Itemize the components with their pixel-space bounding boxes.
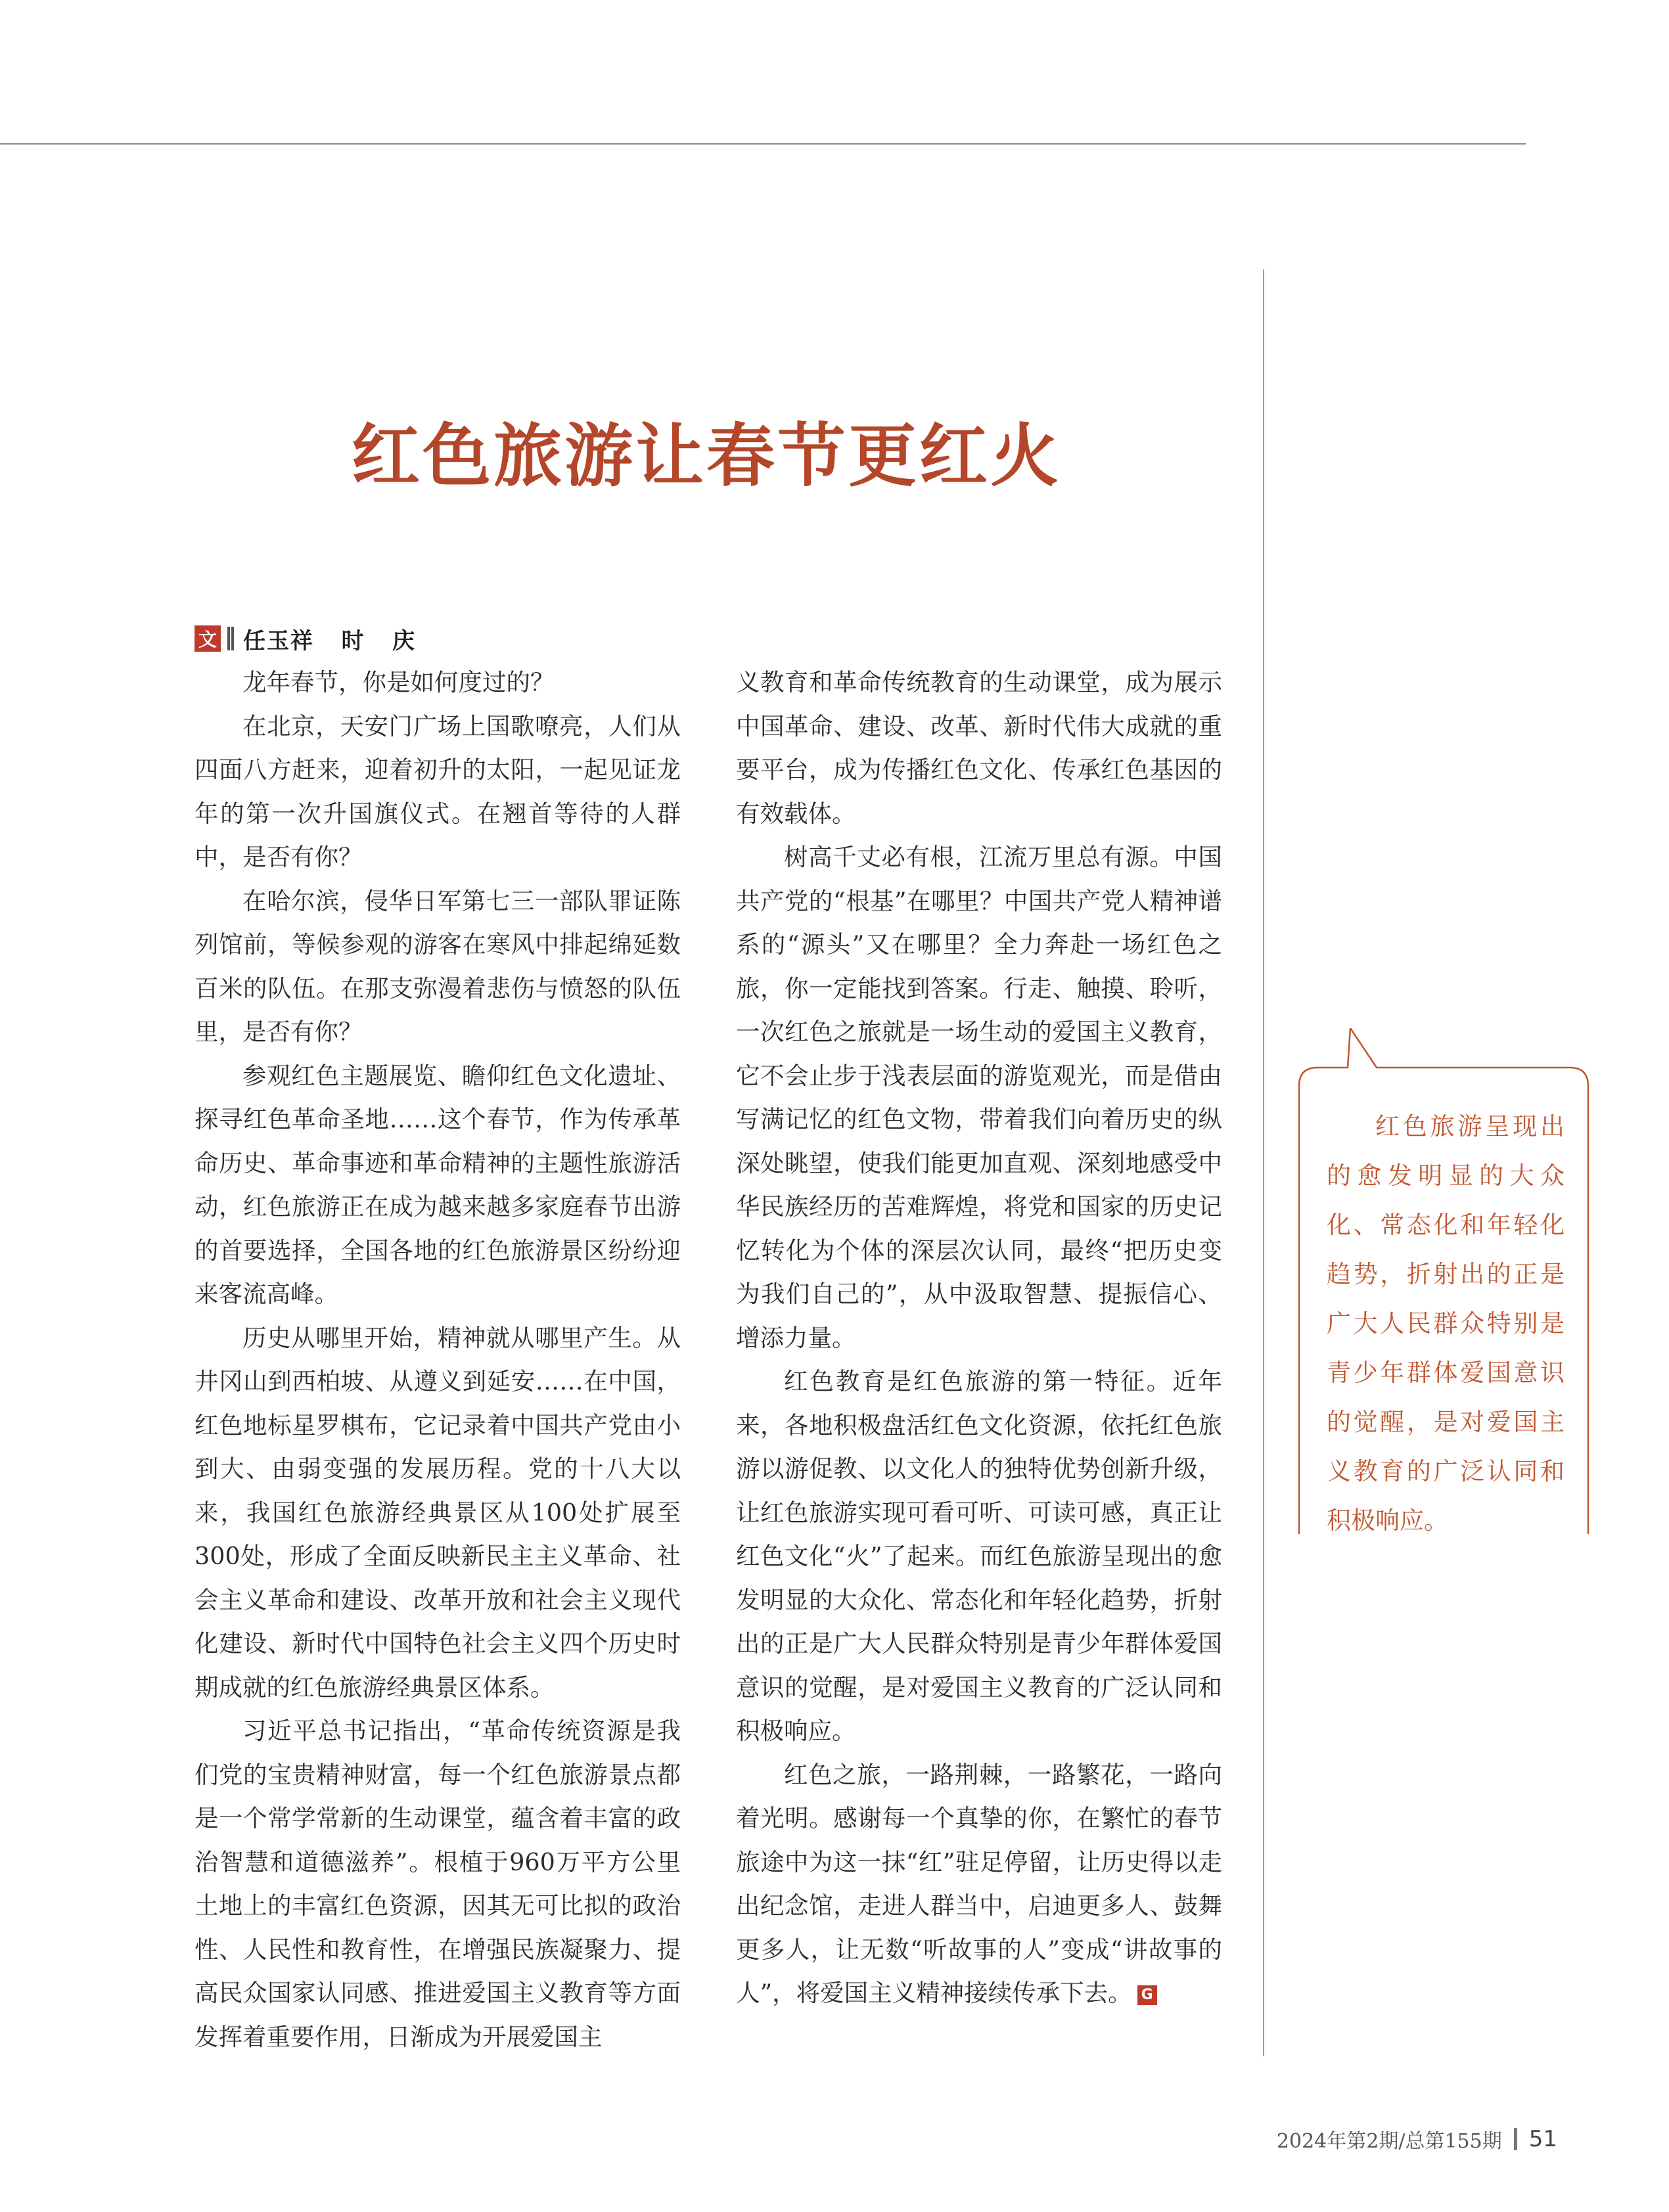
- top-divider: [0, 143, 1526, 145]
- pull-quote-text: 红色旅游呈现出的愈发明显的大众化、常态化和年轻化趋势，折射出的正是广大人民群众特别是青少年群体爱国意识的觉醒，是对爱国主义教育的广泛认同和积极响应。: [1327, 1112, 1565, 1535]
- byline-authors: 任玉祥 时 庆: [243, 627, 417, 654]
- byline-mark: 文: [194, 625, 221, 652]
- paragraph-text: 红色之旅，一路荆棘，一路繁花，一路向着光明。感谢每一个真挚的你，在繁忙的春节旅途中为这一抹“红”驻足停留，让历史得以走出纪念馆，走进人群当中，启迪更多人、鼓舞更多人，让无数“听故事的人”变成“讲故事的人”，将爱国主义精神接续传承下去。: [736, 1760, 1222, 2007]
- paragraph: 红色教育是红色旅游的第一特征。近年来，各地积极盘活红色文化资源，依托红色旅游以游促教、以文化人的独特优势创新升级，让红色旅游实现可看可听、可读可感，真正让红色文化“火”了起来。而红色旅游呈现出的愈发明显的大众化、常态化和年轻化趋势，折射出的正是广大人民群众特别是青少年群体爱国意识的觉醒，是对爱国主义教育的广泛认同和积极响应。: [736, 1367, 1222, 1745]
- paragraph: 参观红色主题展览、瞻仰红色文化遗址、探寻红色革命圣地……这个春节，作为传承革命历史、革命事迹和革命精神的主题性旅游活动，红色旅游正在成为越来越多家庭春节出游的首要选择，全国各地的红色旅游景区纷纷迎来客流高峰。: [194, 1061, 681, 1308]
- column-divider: [1263, 269, 1264, 2056]
- paragraph: 习近平总书记指出，“革命传统资源是我们党的宝贵精神财富，每一个红色旅游景点都是一个常学常新的生动课堂，蕴含着丰富的政治智慧和道德滋养”。根植于960万平方公里土地上的丰富红色资源，因其无可比拟的政治性、人民性和教育性，在增强民族凝聚力、提高民众国家认同感、推进爱国主义教育等方面发挥着重要作用，日渐成为开展爱国主: [194, 1717, 681, 2051]
- paragraph-continued: 义教育和革命传统教育的生动课堂，成为展示中国革命、建设、改革、新时代伟大成就的重要平台，成为传播红色文化、传承红色基因的有效载体。: [736, 668, 1222, 828]
- footer-divider: [1514, 2128, 1517, 2150]
- byline: [194, 624, 416, 653]
- paragraph: 在哈尔滨，侵华日军第七三一部队罪证陈列馆前，等候参观的游客在寒风中排起绵延数百米的队伍。在那支弥漫着悲伤与愤怒的队伍里，是否有你？: [194, 886, 681, 1046]
- page-footer: [1277, 2126, 1557, 2152]
- paragraph-final: [736, 1753, 1222, 2016]
- issue-info: 2024年第2期/总第155期: [1276, 2130, 1502, 2153]
- right-column: [736, 661, 1222, 2016]
- byline-divider: [227, 627, 230, 650]
- pull-quote: [1298, 1028, 1589, 1534]
- left-column: [194, 661, 681, 2059]
- paragraph: 龙年春节，你是如何度过的？: [242, 668, 555, 696]
- article-title: 红色旅游让春节更红火: [351, 416, 1061, 496]
- paragraph: 历史从哪里开始，精神就从哪里产生。从井冈山到西柏坡、从遵义到延安……在中国，红色地标星罗棋布，它记录着中国共产党由小到大、由弱变强的发展历程。党的十八大以来，我国红色旅游经典景区从100处扩展至300处，形成了全面反映新民主主义革命、社会主义革命和建设、改革开放和社会主义现代化建设、新时代中国特色社会主义四个历史时期成就的红色旅游经典景区体系。: [194, 1323, 681, 1702]
- byline-divider: [231, 627, 234, 650]
- end-mark-icon: G: [1137, 1985, 1157, 2005]
- paragraph: 树高千丈必有根，江流万里总有源。中国共产党的“根基”在哪里？中国共产党人精神谱系的“源头”又在哪里？全力奔赴一场红色之旅，你一定能找到答案。行走、触摸、聆听，一次红色之旅就是一场生动的爱国主义教育，它不会止步于浅表层面的游览观光，而是借由写满记忆的红色文物，带着我们向着历史的纵深处眺望，使我们能更加直观、深刻地感受中华民族经历的苦难辉煌，将党和国家的历史记忆转化为个体的深层次认同，最终“把历史变为我们自己的”，从中汲取智慧、提振信心、增添力量。: [736, 843, 1222, 1352]
- page-number: 51: [1528, 2126, 1557, 2152]
- paragraph: 在北京，天安门广场上国歌嘹亮，人们从四面八方赶来，迎着初升的太阳，一起见证龙年的第一次升国旗仪式。在翘首等待的人群中，是否有你？: [194, 711, 681, 871]
